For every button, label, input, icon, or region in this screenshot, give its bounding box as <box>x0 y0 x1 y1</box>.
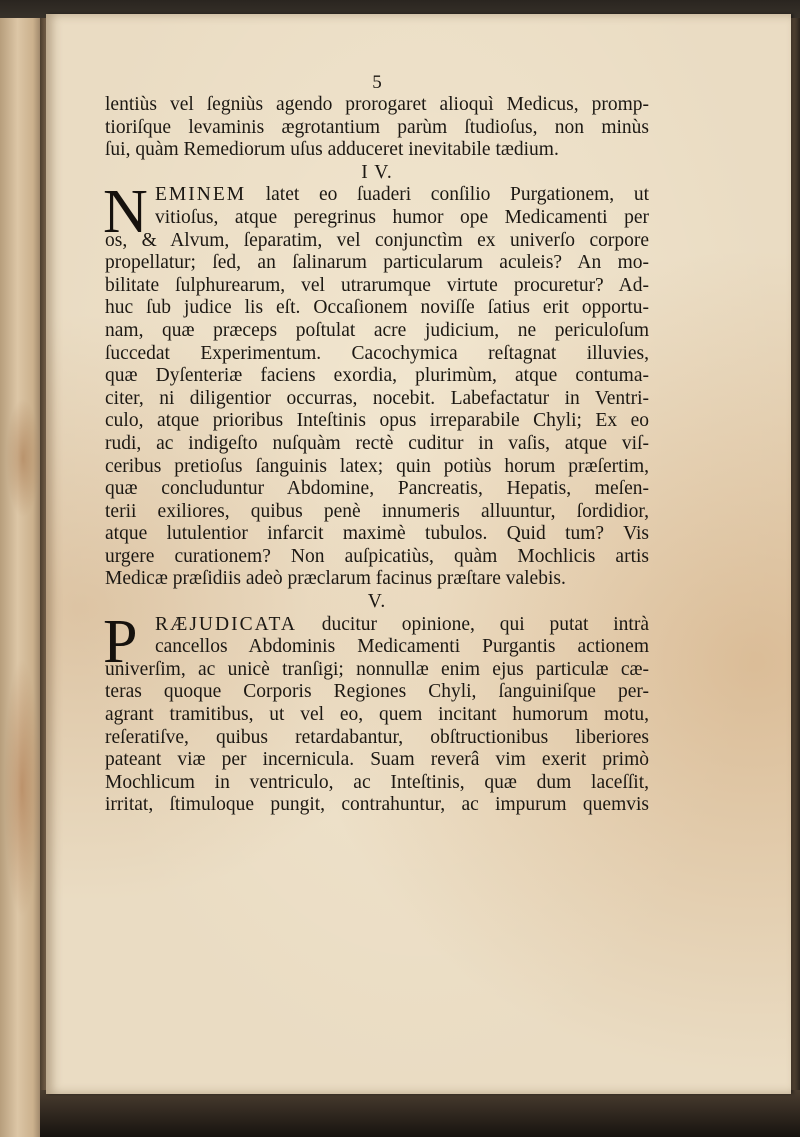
water-stain <box>6 398 40 518</box>
text-line <box>105 184 649 207</box>
section-heading-iv: I V. <box>361 161 393 183</box>
drop-cap: P <box>103 607 138 676</box>
water-stain <box>4 658 40 918</box>
page-right-edge <box>790 18 800 1137</box>
text-line <box>105 614 649 637</box>
text-line: huc ſub judice lis eſt. Occaſionem noviſſe ſatius erit opportu- <box>105 297 649 319</box>
section-v-paragraph <box>103 607 649 817</box>
text-line: propellatur; ſed, an ſalinarum particularum aculeis? An mo- <box>105 252 649 274</box>
text-line: citer, ni diligentior occurras, nocebit. Labefactatur in Ventri- <box>105 387 649 409</box>
text-line: ſuccedat Experimentum. Cacochymica reſtagnat illuvies, <box>105 342 649 364</box>
text-line: nam, quæ præceps poſtulat acre judicium, ne periculoſum <box>105 319 649 341</box>
text-line: teras quoque Corporis Regiones Chyli, ſanguiniſque per- <box>105 681 649 703</box>
text-fragment: ducitur opinione, qui putat intrà <box>321 613 649 635</box>
text-line: Medicæ præſidiis adeò præclarum facinus præſtare valebis. <box>105 568 566 590</box>
drop-cap: N <box>103 178 148 247</box>
text-line: os, & Alvum, ſeparatim, vel conjunctìm ex univerſo corpore <box>105 229 649 251</box>
text-line: terii exiliores, quibus penè innumeris alluuntur, ſordidior, <box>105 500 649 522</box>
text-line: ſui, quàm Remediorum uſus adduceret inevitabile tædium. <box>105 139 559 161</box>
text-line: irritat, ſtimuloque pungit, contrahuntur, ac impurum quemvis <box>105 794 649 816</box>
page-number: 5 <box>372 72 382 93</box>
text-fragment: latet eo ſuaderi conſilio Purgationem, ut <box>265 184 650 206</box>
text-line: culo, atque prioribus Inteſtinis opus irreparabile Chyli; Ex eo <box>105 410 649 432</box>
first-word: EMINEM <box>155 184 247 206</box>
text-line: atque lutulentior infarcit maximè tubulos. Quid tum? Vis <box>105 523 649 545</box>
text-line: agrant tramitibus, ut vel eo, quem incitant humorum motu, <box>105 704 649 726</box>
text-line: urgere curationem? Non auſpicatiùs, quàm Mochlicis artis <box>105 545 649 567</box>
text-line: Mochlicum in ventriculo, ac Inteſtinis, quæ dum laceſſit, <box>105 771 649 793</box>
text-line: quæ Dyſenteriæ faciens exordia, plurimùm, atque contuma- <box>105 365 649 387</box>
text-line: rudi, ac indigeſto nuſquàm rectè cuditur in vaſis, atque viſ- <box>105 432 649 454</box>
facing-page-edge <box>0 18 44 1137</box>
section-iv-paragraph <box>103 178 650 591</box>
page-text <box>105 72 649 817</box>
text-line: vitioſus, atque peregrinus humor ope Medicamenti per <box>155 206 649 228</box>
text-line: bilitate ſulphurearum, vel utrarumque virtute procuretur? Ad- <box>105 274 649 296</box>
text-line: univerſim, ac unicè tranſigi; nonnullæ enim ejus particulæ cæ- <box>105 658 649 680</box>
section-heading-v: V. <box>367 591 387 613</box>
text-line: cancellos Abdominis Medicamenti Purgantis actionem <box>155 636 649 658</box>
text-line: reſeratiſve, quibus retardabantur, obſtructionibus liberiores <box>105 726 649 748</box>
text-line: tioriſque levaminis ægrotantium parùm ſtudioſus, non minùs <box>105 116 649 138</box>
intro-paragraph <box>105 94 649 162</box>
first-word: RÆJUDICATA <box>155 613 297 635</box>
scanner-bottom-edge <box>40 1090 800 1137</box>
text-line: lentiùs vel ſegniùs agendo prorogaret alioquì Medicus, promp- <box>105 94 649 115</box>
text-line: ceribus pretioſus ſanguinis latex; quin potiùs horum præſertim, <box>105 455 649 477</box>
text-line: pateant viæ per incernicula. Suam reverâ vim exerit primò <box>105 749 649 771</box>
text-line: quæ concluduntur Abdomine, Pancreatis, Hepatis, meſen- <box>105 478 649 500</box>
